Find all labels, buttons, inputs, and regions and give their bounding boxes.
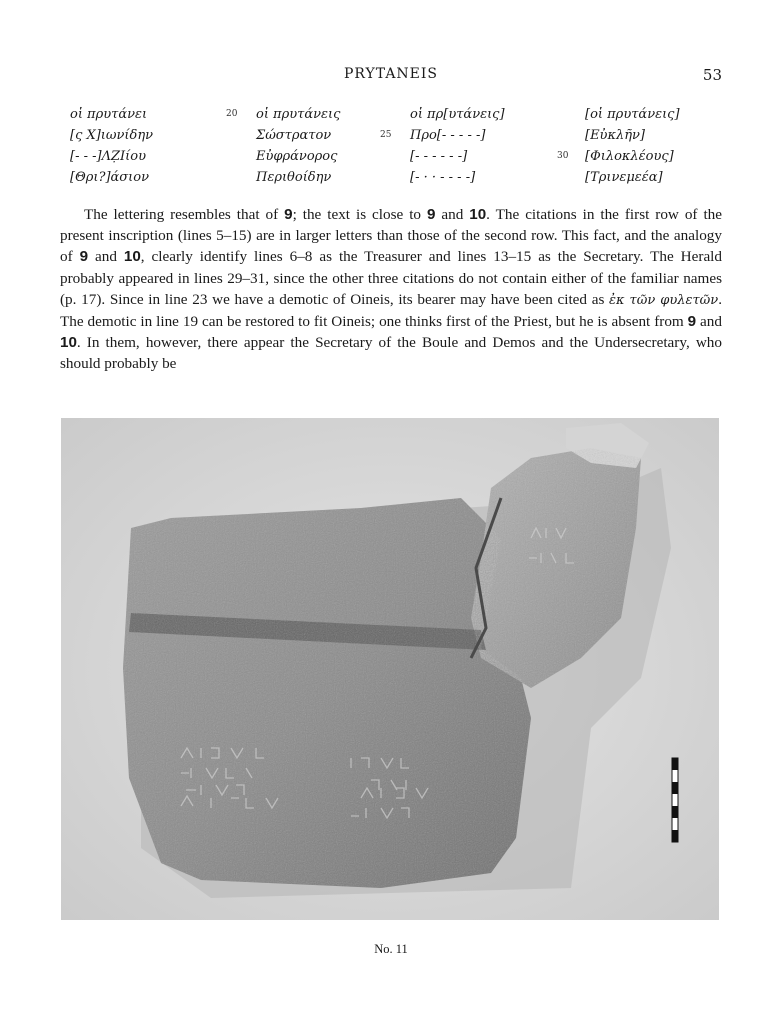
reference-number: 9 xyxy=(284,206,293,223)
inscription-line: οἱ πρυτάνει xyxy=(70,107,148,122)
inscription-column-1 xyxy=(70,104,153,188)
reference-number: 10 xyxy=(469,206,487,223)
page-number: 53 xyxy=(702,66,722,84)
line-number: 20 xyxy=(226,109,238,119)
inscription-column-3 xyxy=(380,104,505,188)
running-head xyxy=(60,66,722,86)
inscription-line: [- · · - - - -] xyxy=(410,170,476,185)
stone-fragment-image xyxy=(61,418,719,920)
inscription-line: Περιθοίδην xyxy=(256,170,332,185)
paragraph: The lettering resembles that of 9; the text is close to 9 and 10. The citations in the first row of the present inscription (lines 5–15) are in larger letters than those of the second row. This fact, and the analogy of 9 and 10, clearly identify lines 6–8 as the Treasurer and lines 13–15 as the Secretary. The Herald probably appeared in lines 29–31, since the other three citations do not contain either of the familiar names (p. 17). Since in line 23 we have a demotic of Oineis, its bearer may have been cited as ἐκ τῶν φυλετῶν. The demotic in line 19 can be restored to fit Oineis; one thinks first of the Priest, but he is absent from 9 and 10. In them, however, there appear the Secretary of the Boule and Demos and the Undersecretary, who should probably be xyxy=(60,206,722,373)
inscription-line: [ς Χ]ιωνίδην xyxy=(70,128,154,143)
line-number: 25 xyxy=(380,130,392,140)
reference-number: 9 xyxy=(687,313,697,331)
greek-phrase: ἐκ τῶν φυλετῶν xyxy=(609,292,719,308)
line-number: 30 xyxy=(557,151,569,161)
inscription-fragment-photo xyxy=(61,418,719,920)
inscription-line: Εὐφράνορος xyxy=(256,149,338,164)
inscription-line: 20 οἱ πρυτάνεις xyxy=(256,104,340,125)
running-title: PRYTANEIS xyxy=(343,66,439,82)
inscription-line: [- - -]ΛẒΙίου xyxy=(70,149,146,164)
commentary-paragraph xyxy=(60,204,722,375)
inscription-line: [Θρι?]άσιον xyxy=(70,170,149,185)
inscription-line: [Τρινεμεέα] xyxy=(585,170,663,185)
scale-bar xyxy=(672,758,678,842)
inscription-line: [- - - - - -] xyxy=(410,149,468,164)
inscription-line: [Εὐκλῆν] xyxy=(585,128,645,143)
reference-number: 10 xyxy=(60,334,77,352)
inscription-line: [οἱ πρυτάνεις] xyxy=(585,107,680,122)
inscription-line: Σώστρατον xyxy=(256,128,332,143)
inscription-line: 30 [Φιλοκλέους] xyxy=(585,146,680,167)
reference-number: 10 xyxy=(123,248,141,266)
inscription-line: οἱ πρ[υτάνεις] xyxy=(410,107,505,122)
inscription-line: 25 Προ[- - - - -] xyxy=(410,125,505,146)
inscription-column-2 xyxy=(226,104,341,188)
reference-number: 9 xyxy=(426,206,436,223)
reference-number: 9 xyxy=(79,248,89,266)
figure-caption: No. 11 xyxy=(374,942,408,956)
inscription-text-table xyxy=(60,104,722,190)
inscription-column-4 xyxy=(557,104,680,188)
